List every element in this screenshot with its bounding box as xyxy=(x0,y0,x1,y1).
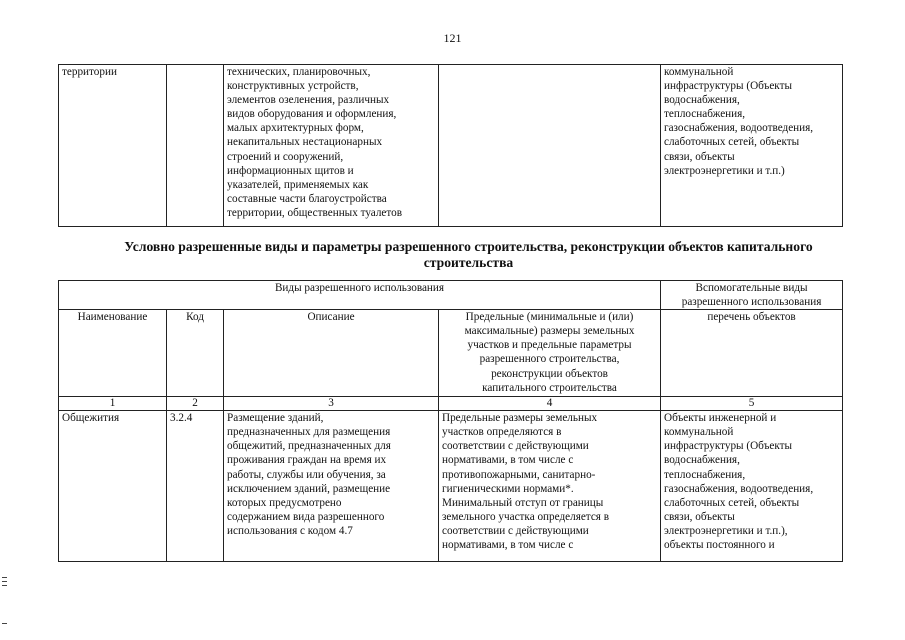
cell-limits: Предельные размеры земельных участков определяются в соответствии с действующими нормативами, в том числе с противопожарными, санитарно- гигиеническими нормами*. Минимальный отступ от границы земельного участка определяется в соответствии с действующими нормативами, в том числе с xyxy=(439,411,661,562)
page-number: 121 xyxy=(443,31,462,45)
table-cell: коммунальной инфраструктуры (Объекты водоснабжения, теплоснабжения, газоснабжения, водоотведения, слаботочных сетей, объекты связи, объекты электроэнергетики и т.п.) xyxy=(661,65,843,227)
column-header-name: Наименование xyxy=(59,310,167,397)
cell-description: Размещение зданий, предназначенных для размещения общежитий, предназначенных для проживания граждан на время их работы, службы или обучения, за исключением зданий, размещение которых предусмотрено содержанием вида разрешенного использования с кодом 4.7 xyxy=(224,411,439,562)
table-cell: технических, планировочных, конструктивных устройств, элементов озеленения, различных видов оборудования и оформления, малых архитектурных форм, некапитальных нестационарных строений и сооружений, информационных щитов и указателей, применяемых как составные части благоустройства территории, общественных туалетов xyxy=(224,65,439,227)
column-number: 2 xyxy=(167,397,224,411)
cell-code: 3.2.4 xyxy=(167,411,224,562)
header-permitted-uses: Виды разрешенного использования xyxy=(59,281,661,310)
continued-table-fragment xyxy=(58,64,843,227)
cell-name: Общежития xyxy=(59,411,167,562)
table-cell xyxy=(167,65,224,227)
table-header-row xyxy=(59,310,843,397)
section-heading: Условно разрешенные виды и параметры разрешенного строительства, реконструкции объектов капитального строительства xyxy=(124,239,813,270)
column-number: 1 xyxy=(59,397,167,411)
header-auxiliary-uses: Вспомогательные виды разрешенного использования xyxy=(661,281,843,310)
cell-objects: Объекты инженерной и коммунальной инфраструктуры (Объекты водоснабжения, теплоснабжения, газоснабжения, водоотведения, слаботочных сетей, объекты связи, объекты электроэнергетики и т.п.), объекты постоянного и xyxy=(661,411,843,562)
column-header-code: Код xyxy=(167,310,224,397)
column-number-row xyxy=(59,397,843,411)
table-cell xyxy=(439,65,661,227)
scan-margin-mark xyxy=(2,581,7,582)
scan-margin-mark xyxy=(2,585,7,586)
column-number: 3 xyxy=(224,397,439,411)
column-header-objects: перечень объектов xyxy=(661,310,843,397)
column-number: 4 xyxy=(439,397,661,411)
column-header-limits: Предельные (минимальные и (или) максимальные) размеры земельных участков и предельные параметры разрешенного строительства, реконструкции объектов капитального строительства xyxy=(439,310,661,397)
scan-margin-mark xyxy=(2,623,7,624)
column-number: 5 xyxy=(661,397,843,411)
column-header-description: Описание xyxy=(224,310,439,397)
scan-margin-mark xyxy=(2,577,7,578)
table-header-group-row xyxy=(59,281,843,310)
table-cell: территории xyxy=(59,65,167,227)
table-row xyxy=(59,411,843,562)
table-row xyxy=(59,65,843,227)
conditional-uses-table xyxy=(58,280,843,562)
